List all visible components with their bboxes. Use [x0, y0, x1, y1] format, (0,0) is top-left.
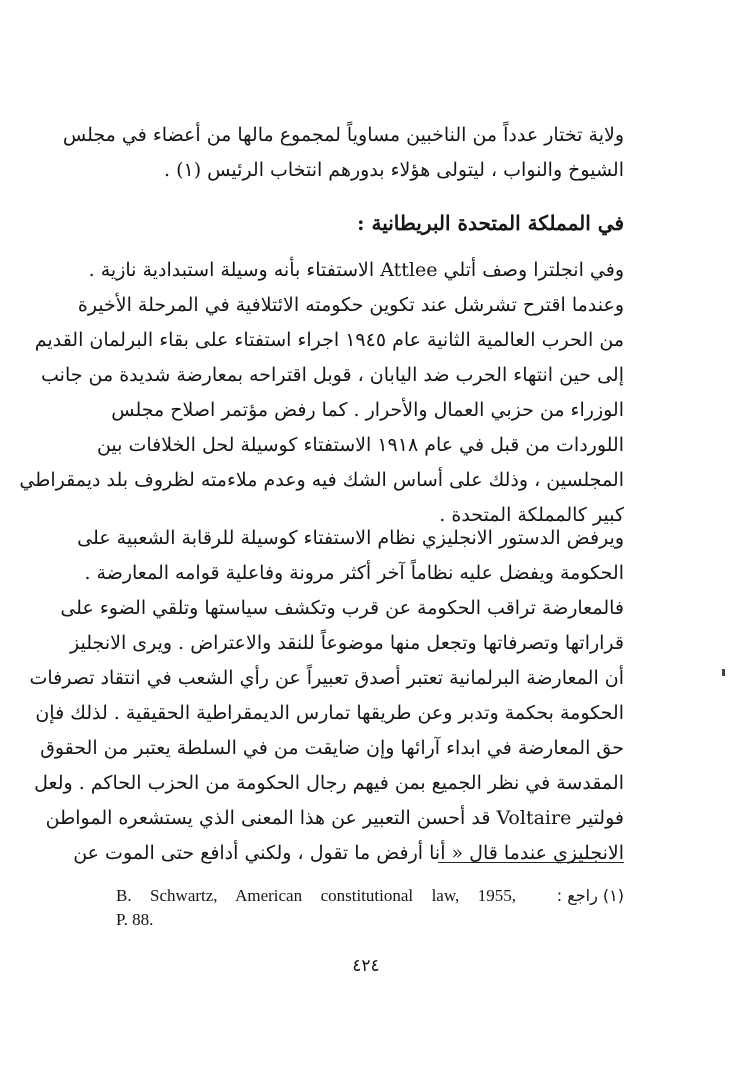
text-line: وعندما اقترح تشرشل عند تكوين حكومته الائتلافية في المرحلة الأخيرة	[77, 294, 624, 316]
text-line: الشيوخ والنواب ، ليتولى هؤلاء بدورهم انتخاب الرئيس (١) .	[164, 159, 624, 181]
text-line: وفي انجلترا وصف أتلي Attlee الاستفتاء بأنه وسيلة استبدادية نازية .	[88, 259, 624, 281]
paragraph-3	[29, 521, 624, 871]
text-line: كبير كالمملكة المتحدة .	[439, 504, 624, 526]
footnote-line-2	[116, 908, 624, 932]
text-line: الانجليزي عندما قال « أنا أرفض ما تقول ، ولكني أدافع حتى الموت عن	[73, 842, 624, 864]
text-line: قراراتها وتصرفاتها وتجعل منها موضوعاً للنقد والاعتراض . ويرى الانجليز	[70, 632, 624, 654]
text-line: الوزراء من حزبي العمال والأحرار . كما رفض مؤتمر اصلاح مجلس	[111, 399, 624, 421]
text-line: ويرفض الدستور الانجليزي نظام الاستفتاء كوسيلة للرقابة الشعبية على	[77, 527, 624, 549]
paragraph-2	[19, 253, 624, 533]
text-line: الحكومة بحكمة وتدبر وعن طريقها تمارس الديمقراطية الحقيقية . لذلك فإن	[35, 702, 624, 724]
text-line: حق المعارضة في ابداء آرائها وإن ضايقت من في السلطة يعتبر من الحقوق	[40, 737, 624, 759]
scan-edge-mark	[722, 669, 725, 676]
heading-text: في المملكة المتحدة البريطانية :	[357, 211, 624, 235]
footnote-divider	[438, 862, 624, 863]
footnote-marker: (١) راجع :	[556, 886, 624, 905]
paragraph-1	[62, 118, 624, 188]
text-line: الحكومة ويفضل عليه نظاماً آخر أكثر مرونة وفاعلية قوامه المعارضة .	[84, 562, 624, 584]
footnote-line-1	[116, 884, 624, 908]
footnote	[116, 884, 624, 932]
text-line: من الحرب العالمية الثانية عام ١٩٤٥ اجراء استفتاء على بقاء البرلمان القديم	[34, 329, 624, 351]
text-line: المقدسة في نظر الجميع بمن فيهم رجال الحكومة من الحزب الحاكم . ولعل	[34, 772, 624, 794]
text-line: المجلسين ، وذلك على أساس الشك فيه وعدم ملاءمته لظروف بلد ديمقراطي	[19, 469, 624, 491]
footnote-page-ref: P. 88.	[116, 910, 154, 929]
text-line: فولتير Voltaire قد أحسن التعبير عن هذا المعنى الذي يستشعره المواطن	[45, 807, 624, 829]
text-line: اللوردات من قبل في عام ١٩١٨ الاستفتاء كوسيلة لحل الخلافات بين	[96, 434, 624, 456]
text-line: فالمعارضة تراقب الحكومة عن قرب وتكشف سياستها وتلقي الضوء على	[60, 597, 624, 619]
section-heading	[116, 206, 624, 241]
text-line: ولاية تختار عدداً من الناخبين مساوياً لمجموع مالها من أعضاء في مجلس	[62, 124, 624, 146]
footnote-citation: B. Schwartz, American constitutional law, 1955,	[116, 886, 516, 905]
page-number: ٤٢٤	[352, 956, 380, 976]
text-line: أن المعارضة البرلمانية تعتبر أصدق تعبيراً عن رأي الشعب في انتقاد تصرفات	[29, 667, 624, 689]
text-line: إلى حين انتهاء الحرب ضد اليابان ، قوبل اقتراحه بمعارضة شديدة من جانب	[41, 364, 624, 386]
